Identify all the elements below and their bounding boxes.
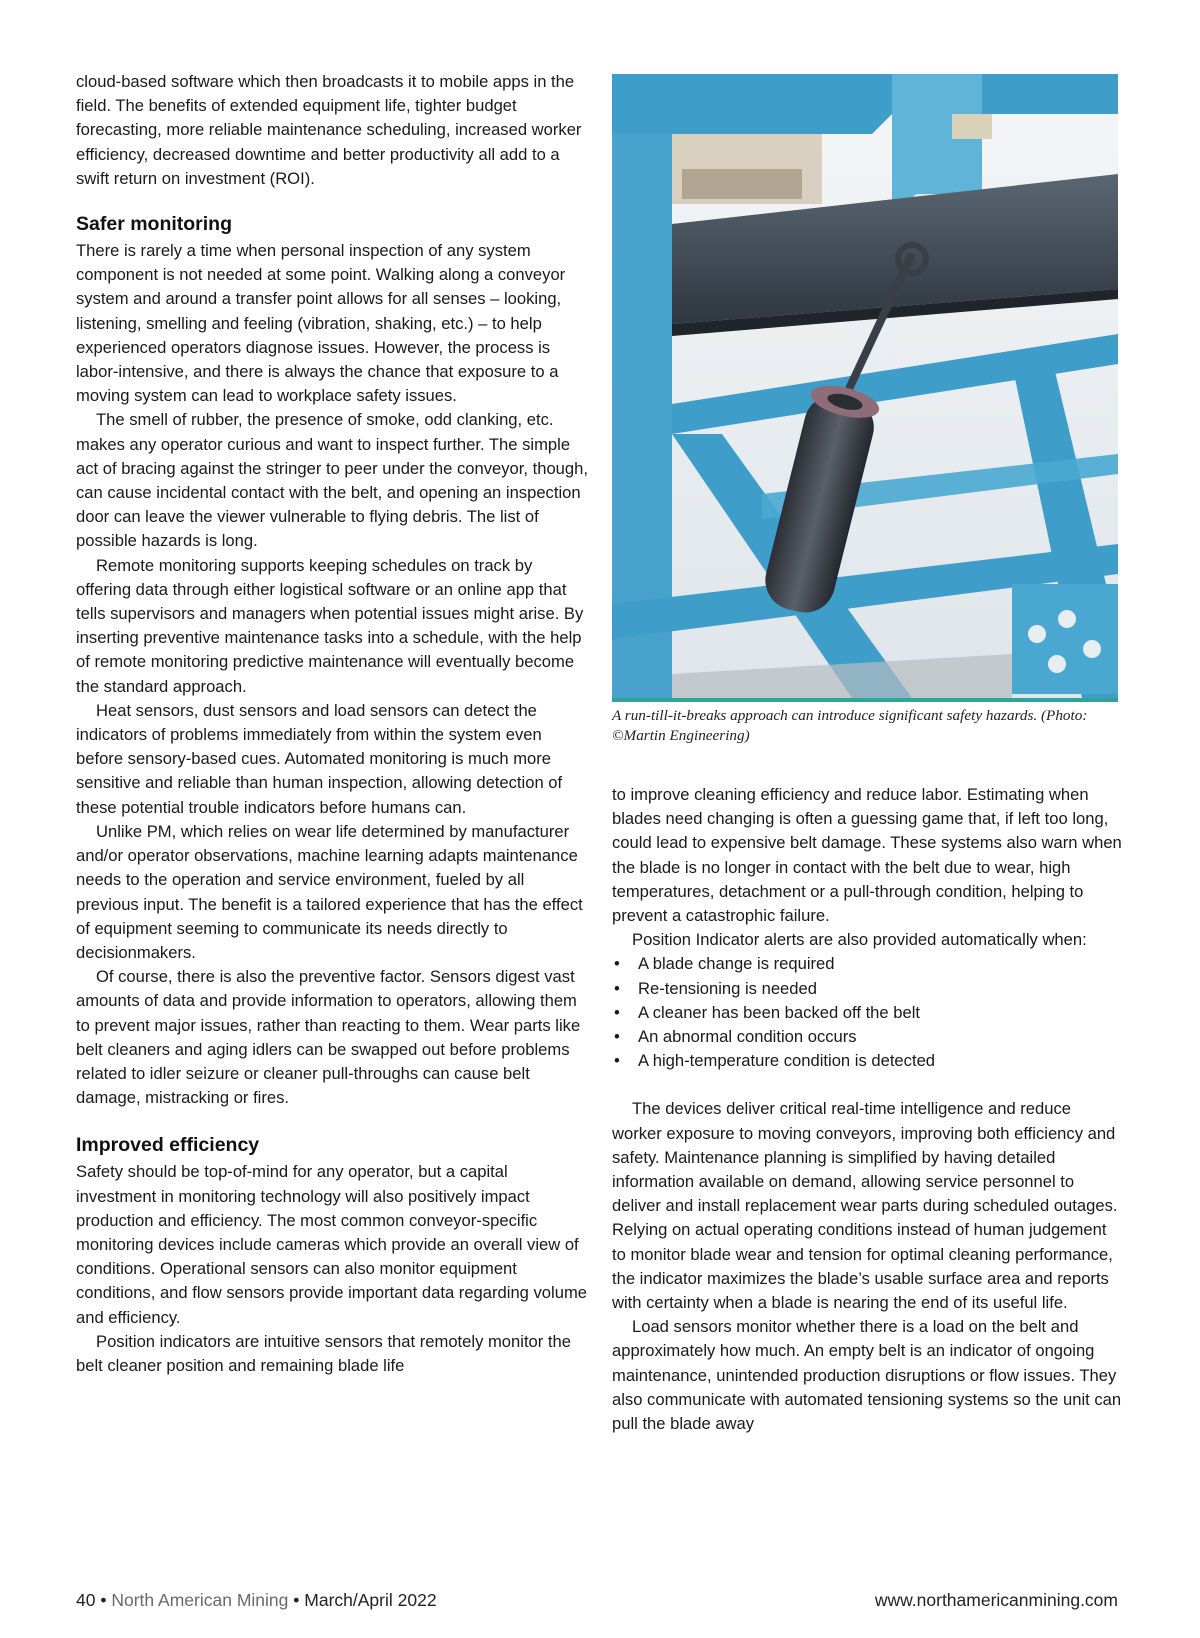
photo-caption: A run-till-it-breaks approach can introduce significant safety hazards. (Photo: ©Martin Engineering) [612,707,1088,744]
publication-name: North American Mining [111,1590,289,1610]
left-column [76,70,588,1378]
conveyor-photo [612,74,1118,702]
list-item: • An abnormal condition occurs [612,1025,1124,1049]
body-paragraph: Of course, there is also the preventive factor. Sensors digest vast amounts of data and provide information to operators, allowing them to prevent major issues, rather than reacting to them. Wear parts like belt cleaners and aging idlers can be swapped out before problems related to idler seizure or cleaner pull-throughs can cause belt damage, mistracking or fires. [76,967,581,1108]
section-heading-safer-monitoring: Safer monitoring [76,213,233,236]
intro-paragraph: cloud-based software which then broadcasts it to mobile apps in the field. The benefits of extended equipment life, tighter budget forecasting, more reliable maintenance scheduling, increased worker efficiency, decreased downtime and better productivity all add to a swift return on investment (ROI). [76,72,582,188]
conveyor-belt-cleaner-illustration [612,74,1118,698]
body-paragraph: There is rarely a time when personal inspection of any system component is not needed at some point. Walking along a conveyor system and around a transfer point allows for all senses – looking, listening, smelling and feeling (vibration, shaking, etc.) – to help experienced operators diagnose issues. However, the process is labor-intensive, and there is always the chance that exposure to a moving system can lead to workplace safety issues. [76,241,566,406]
section-heading-improved-efficiency: Improved efficiency [76,1134,260,1157]
list-item: • Re-tensioning is needed [612,977,1124,1001]
page-footer [76,1588,1118,1612]
body-paragraph: Position Indicator alerts are also provided automatically when: [632,930,1087,950]
body-paragraph: The devices deliver critical real-time intelligence and reduce worker exposure to moving conveyors, improving both efficiency and safety. Maintenance planning is simplified by having detailed information available on demand, allowing service personnel to deliver and install replacement wear parts during scheduled outages. Relying on actual operating conditions instead of human judgement to monitor blade wear and tension for optimal cleaning performance, the indicator maximizes the blade’s usable surface area and reports with certainty when a blade is nearing the end of its useful life. [612,1099,1118,1313]
footer-separator: • [100,1590,107,1610]
spacer [612,1073,1124,1097]
body-paragraph: Heat sensors, dust sensors and load sensors can detect the indicators of problems immediately from within the system even before sensory-based cues. Automated monitoring is much more sensitive and reliable than human inspection, allowing detection of these potential trouble indicators before humans can. [76,700,563,817]
body-paragraph: Position indicators are intuitive sensors that remotely monitor the belt cleaner position and remaining blade life [76,1331,571,1375]
list-item: • A high-temperature condition is detected [612,1049,1124,1073]
issue-date: March/April 2022 [304,1590,437,1610]
alert-list [612,952,1124,1073]
body-paragraph: Safety should be top-of-mind for any operator, but a capital investment in monitoring technology will also positively impact production and efficiency. The most common conveyor-specific monitoring devices include cameras which provide an overall view of conditions. Operational sensors can also monitor equipment conditions, and flow sensors provide important data regarding volume and efficiency. [76,1162,588,1327]
website-url: www.northamericanmining.com [874,1590,1118,1610]
body-paragraph: Remote monitoring supports keeping schedules on track by offering data through either logistical software or an online app that tells supervisors and managers when potential issues might arise. By inserting preventive maintenance tasks into a schedule, with the help of remote monitoring predictive maintenance will eventually become the standard approach. [76,555,584,696]
body-paragraph: Unlike PM, which relies on wear life determined by manufacturer and/or operator observations, machine learning adapts maintenance needs to the operation and service environment, fueled by all previous input. The benefit is a tailored experience that has the effect of equipment seeming to communicate its needs directly to decisionmakers. [76,821,583,962]
list-item: • A blade change is required [612,952,1124,976]
footer-separator: • [293,1590,300,1610]
page-number: 40 [76,1590,96,1610]
body-paragraph: to improve cleaning efficiency and reduce labor. Estimating when blades need changing is often a guessing game that, if left too long, could lead to expensive belt damage. These systems also warn when the blade is no longer in contact with the belt due to wear, high temperatures, detachment or a pull-through condition, helping to prevent a catastrophic failure. [612,785,1122,926]
body-paragraph: Load sensors monitor whether there is a load on the belt and approximately how much. An empty belt is an indicator of ongoing maintenance, unintended production disruptions or flow issues. They also communicate with automated tensioning systems so the unit can pull the blade away [612,1317,1122,1434]
list-item: • A cleaner has been backed off the belt [612,1001,1124,1025]
body-paragraph: The smell of rubber, the presence of smoke, odd clanking, etc. makes any operator curious and want to inspect further. The simple act of bracing against the stringer to peer under the conveyor, though, can cause incidental contact with the belt, and opening an inspection door can leave the viewer vulnerable to flying debris. The list of possible hazards is long. [76,410,588,551]
right-column [612,783,1124,1436]
